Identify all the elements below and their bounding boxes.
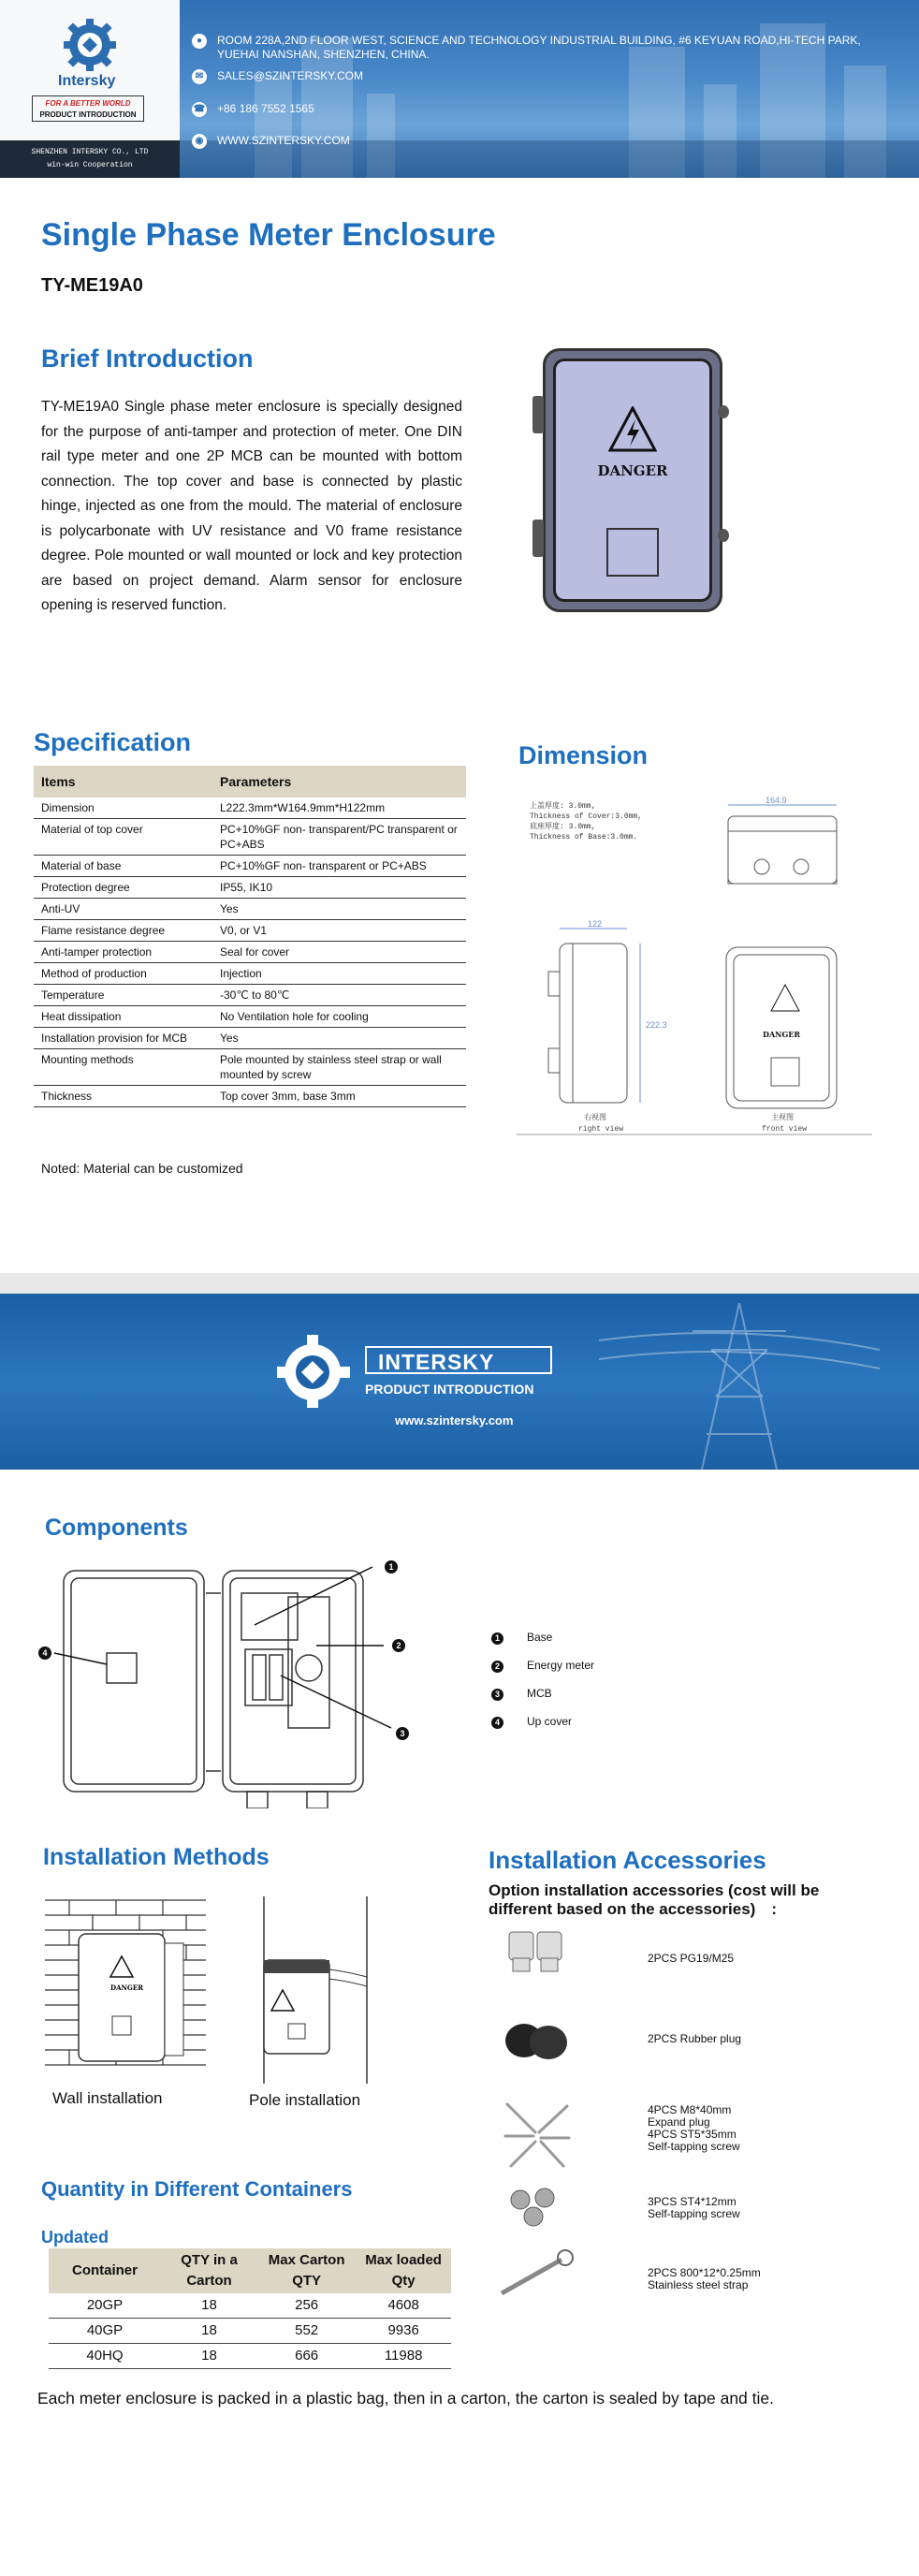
spec-param: IP55, IK10 <box>212 877 466 899</box>
accessory-item-1 <box>648 1953 734 1965</box>
spec-item: Flame resistance degree <box>34 920 212 942</box>
product-banner <box>0 1294 919 1470</box>
quantity-cell: 18 <box>161 2293 257 2319</box>
spec-col-items: Items <box>34 766 212 798</box>
component-num: 1 <box>491 1632 503 1645</box>
spec-param: PC+10%GF non- transparent/PC transparent or PC+ABS <box>212 819 466 856</box>
quantity-col-header: Max loaded Qty <box>356 2248 451 2293</box>
accessory-text: 3PCS ST4*12mm <box>648 2195 737 2208</box>
dimension-heading: Dimension <box>518 741 649 769</box>
spec-col-params: Parameters <box>212 766 466 798</box>
spec-header-row <box>34 766 466 798</box>
hinge-top <box>532 396 544 433</box>
email-text[interactable]: SALES@SZINTERSKY.COM <box>217 69 363 82</box>
spec-row <box>34 920 466 942</box>
installation-heading: Installation Methods <box>43 1844 270 1870</box>
spec-row <box>34 942 466 963</box>
accessory-item-5 <box>648 2267 761 2291</box>
spec-table <box>34 766 466 1107</box>
stainless-strap-icon <box>496 2247 580 2303</box>
pole-installation-label: Pole installation <box>249 2091 361 2109</box>
wall-installation-label: Wall installation <box>52 2089 163 2107</box>
diagram-num-3: 3 <box>400 1729 405 1738</box>
accessories-subheading: Option installation accessories (cost will be different based on the accessories) : <box>489 1881 820 1918</box>
quantity-updated: Updated <box>41 2228 109 2247</box>
quantity-row <box>49 2293 451 2319</box>
spec-param: PC+10%GF non- transparent or PC+ABS <box>212 856 466 877</box>
intersky-logo-icon <box>271 1331 357 1410</box>
spec-row <box>34 877 466 899</box>
component-label: Base <box>527 1631 553 1644</box>
accessory-text: 2PCS Rubber plug <box>648 2032 742 2045</box>
spec-row <box>34 819 466 856</box>
phone-icon: ☎ <box>192 102 207 117</box>
spec-row <box>34 1049 466 1086</box>
spec-note: Noted: Material can be customized <box>41 1161 243 1176</box>
company-name: SHENZHEN INTERSKY CO., LTD <box>31 148 149 156</box>
spec-item: Thickness <box>34 1086 212 1107</box>
spec-param: Yes <box>212 899 466 920</box>
spec-param: L222.3mm*W164.9mm*H122mm <box>212 798 466 819</box>
spec-param: V0, or V1 <box>212 920 466 942</box>
accessory-text: Self-tapping screw <box>648 2207 740 2220</box>
thickness-note-4: Thickness of Base:3.0mm. <box>530 833 638 842</box>
pole-installation-illustration <box>245 1896 376 2084</box>
company-slogan: win-win Cooperation <box>47 161 133 169</box>
thickness-note-2: Thickness of Cover:3.0mm, <box>530 812 643 821</box>
location-pin-icon: ● <box>192 34 207 49</box>
quantity-cell: 552 <box>257 2319 356 2344</box>
spec-item: Anti-UV <box>34 899 212 920</box>
tagline-2: PRODUCT INTRODUCTION <box>39 110 137 119</box>
spec-param: Yes <box>212 1028 466 1049</box>
diagram-num-1: 1 <box>388 1562 394 1572</box>
page-title: Single Phase Meter Enclosure <box>41 217 496 253</box>
spec-heading: Specification <box>34 728 192 756</box>
component-label: Energy meter <box>527 1659 595 1672</box>
intro-text: TY-ME19A0 Single phase meter enclosure is specially designed for the purpose of anti-tamper and protection of meter. One DIN rail type meter and one 2P MCB can be mounted with bottom connection. The top cover and base is connected by plastic hinge, injected as one from the mould. The material of enclosure is polycarbonate with UV resistance and V0 frame resistance degree. Pole mounted or wall mounted or lock and key protection are based on project demand. Alarm sensor for enclosure opening is reserved function. <box>41 399 462 613</box>
spec-item: Installation provision for MCB <box>34 1028 212 1049</box>
spec-row <box>34 985 466 1006</box>
spec-item: Material of base <box>34 856 212 877</box>
spec-row <box>34 899 466 920</box>
website-row <box>195 134 350 148</box>
accessories-heading: Installation Accessories <box>489 1846 766 1874</box>
tagline-1: FOR A BETTER WORLD <box>45 99 131 108</box>
dim-danger-label: DANGER <box>763 1030 801 1039</box>
spec-item: Protection degree <box>34 877 212 899</box>
meter-window <box>606 528 659 577</box>
self-tapping-screw-icon <box>502 2185 567 2232</box>
tagline-box <box>32 95 144 122</box>
spec-param: Injection <box>212 963 466 985</box>
quantity-row <box>49 2344 451 2369</box>
quantity-cell: 18 <box>161 2344 257 2369</box>
component-item <box>491 1687 552 1701</box>
accessory-text: Self-tapping screw <box>648 2140 740 2153</box>
side-view-label-en: right view <box>578 1125 624 1134</box>
components-diagram <box>36 1556 419 1808</box>
component-num: 4 <box>491 1717 503 1729</box>
spec-item: Dimension <box>34 798 212 819</box>
spec-item: Temperature <box>34 985 212 1006</box>
spec-item: Anti-tamper protection <box>34 942 212 963</box>
power-tower-icon <box>599 1294 880 1470</box>
accessory-item-2 <box>648 2033 741 2045</box>
dim-width-label: 164.9 <box>766 796 787 805</box>
website-text[interactable]: WWW.SZINTERSKY.COM <box>217 134 350 147</box>
spec-row <box>34 1086 466 1107</box>
section-divider <box>0 1273 919 1294</box>
email-row <box>195 69 363 83</box>
quantity-header-row <box>49 2248 451 2293</box>
quantity-col-header: Container <box>49 2248 161 2293</box>
component-label: MCB <box>527 1687 552 1700</box>
phone-text: +86 186 7552 1565 <box>217 102 314 115</box>
quantity-col-header: Max Carton QTY <box>257 2248 356 2293</box>
wall-installation-illustration <box>41 1896 210 2084</box>
spec-item: Method of production <box>34 963 212 985</box>
quantity-table <box>49 2248 451 2369</box>
spec-param: Pole mounted by stainless steel strap or wall mounted by screw <box>212 1049 466 1086</box>
banner-brand: INTERSKY <box>365 1346 552 1374</box>
spec-param: Seal for cover <box>212 942 466 963</box>
component-item <box>491 1715 573 1729</box>
front-view-label-en: front view <box>762 1125 808 1134</box>
quantity-row <box>49 2319 451 2344</box>
address-row <box>196 34 891 62</box>
accessory-text: 4PCS ST5*35mm <box>648 2128 737 2141</box>
spec-row <box>34 798 466 819</box>
address-text: ROOM 228A,2ND FLOOR WEST, SCIENCE AND TECHNOLOGY INDUSTRIAL BUILDING, #6 KEYUAN ROAD,HI-TECH PARK, YUEHAI NANSHAN, SHENZHEN, CHINA. <box>217 34 861 61</box>
dim-depth-label: 122 <box>588 919 603 929</box>
thickness-note-3: 底座厚度: 3.0mm, <box>530 823 596 831</box>
quantity-heading: Quantity in Different Containers <box>41 2177 353 2201</box>
lock-bottom <box>718 529 729 542</box>
spec-item: Mounting methods <box>34 1049 212 1086</box>
spec-row <box>34 1028 466 1049</box>
quantity-cell: 11988 <box>356 2344 451 2369</box>
quantity-cell: 20GP <box>49 2293 161 2319</box>
brand-name: Intersky <box>58 73 116 89</box>
spec-item: Material of top cover <box>34 819 212 856</box>
hinge-bottom <box>532 520 544 557</box>
quantity-col-header: QTY in a Carton <box>161 2248 257 2293</box>
component-item <box>491 1659 595 1673</box>
spec-row <box>34 856 466 877</box>
quantity-cell: 40GP <box>49 2319 161 2344</box>
spec-param: -30℃ to 80℃ <box>212 985 466 1006</box>
dimension-drawing <box>517 794 872 1140</box>
mail-icon: ✉ <box>192 69 207 84</box>
quantity-cell: 256 <box>257 2293 356 2319</box>
wall-danger-label: DANGER <box>110 1983 144 1992</box>
thickness-note-1: 上盖厚度: 3.0mm, <box>530 802 596 811</box>
spec-item: Heat dissipation <box>34 1006 212 1028</box>
components-heading: Components <box>45 1515 188 1541</box>
model-number: TY-ME19A0 <box>41 275 143 296</box>
quantity-cell: 9936 <box>356 2319 451 2344</box>
enclosure-photo <box>543 348 722 612</box>
intersky-gear-logo-icon <box>49 17 131 73</box>
banner-url[interactable]: www.szintersky.com <box>395 1413 514 1427</box>
spec-row <box>34 963 466 985</box>
accessory-item-3 <box>648 2104 740 2153</box>
globe-icon: ◉ <box>192 134 207 149</box>
quantity-cell: 18 <box>161 2319 257 2344</box>
intro-heading: Brief Introduction <box>41 344 254 373</box>
high-voltage-warning-icon <box>608 406 657 453</box>
cable-gland-icon <box>496 1923 580 1979</box>
accessory-text: Stainless steel strap <box>648 2278 749 2291</box>
accessory-text: 2PCS PG19/M25 <box>648 1952 735 1965</box>
banner-subtitle: PRODUCT INTRODUCTION <box>365 1382 534 1397</box>
accessory-text: Expand plug <box>648 2115 710 2129</box>
quantity-cell: 40HQ <box>49 2344 161 2369</box>
accessory-text: 4PCS M8*40mm <box>648 2103 732 2116</box>
accessory-text: 2PCS 800*12*0.25mm <box>648 2266 761 2279</box>
quantity-cell: 666 <box>257 2344 356 2369</box>
header-banner <box>180 0 919 178</box>
diagram-num-2: 2 <box>396 1641 401 1650</box>
component-num: 3 <box>491 1689 503 1701</box>
rubber-plug-icon <box>500 2012 575 2069</box>
spec-row <box>34 1006 466 1028</box>
front-view-label: 主视图 <box>771 1113 794 1121</box>
component-num: 2 <box>491 1661 503 1673</box>
component-label: Up cover <box>527 1715 573 1728</box>
expand-plug-screws-icon <box>498 2095 576 2174</box>
phone-row <box>193 102 314 116</box>
packing-note: Each meter enclosure is packed in a plastic bag, then in a carton, the carton is sealed by tape and tie. <box>37 2389 774 2408</box>
dim-height-label: 222.3 <box>646 1020 667 1030</box>
spec-param: Top cover 3mm, base 3mm <box>212 1086 466 1107</box>
company-strip <box>0 140 180 178</box>
accessory-item-4 <box>648 2196 740 2220</box>
danger-label: DANGER <box>597 462 668 479</box>
diagram-num-4: 4 <box>42 1648 48 1658</box>
spec-param: No Ventilation hole for cooling <box>212 1006 466 1028</box>
component-item <box>491 1631 553 1645</box>
lock-top <box>718 405 729 418</box>
side-view-label: 右视图 <box>584 1113 606 1121</box>
quantity-cell: 4608 <box>356 2293 451 2319</box>
